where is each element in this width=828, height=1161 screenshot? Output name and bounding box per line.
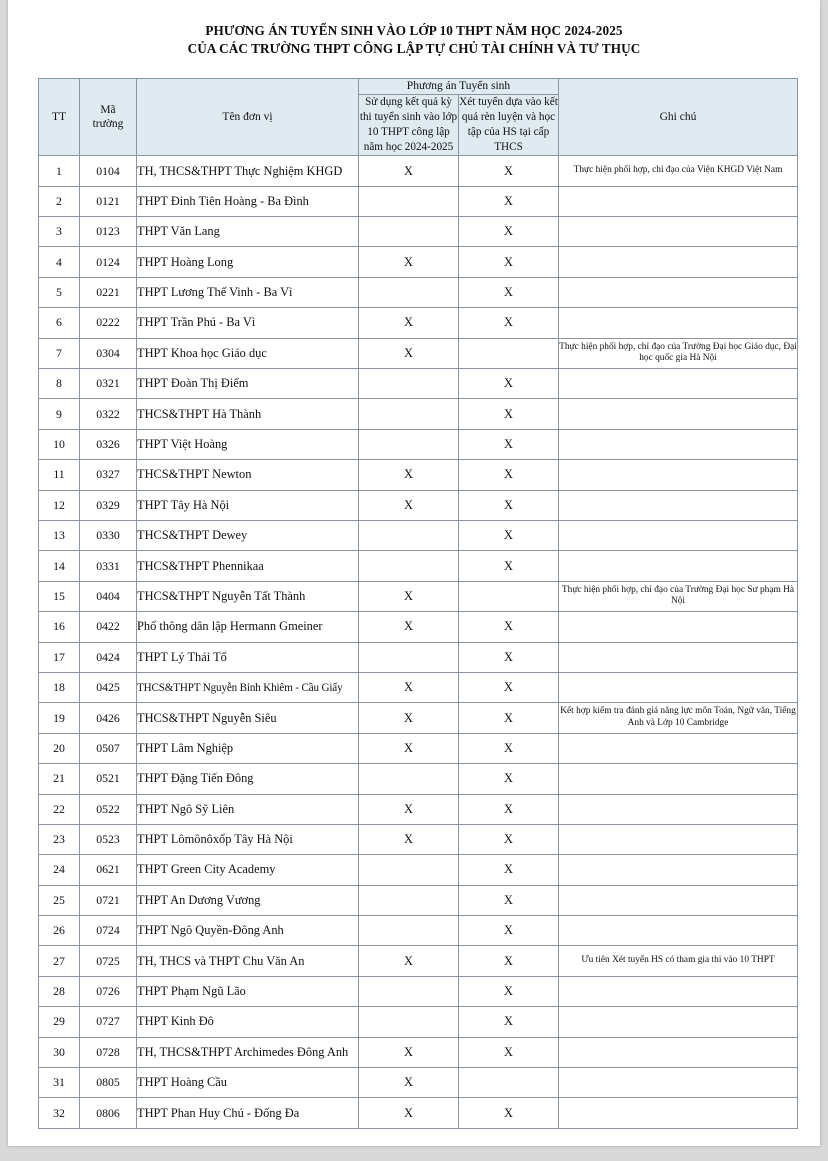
cell-ghi-chu: Ưu tiên Xét tuyển HS có tham gia thi vào 10 THPT <box>559 946 798 976</box>
cell-su-dung-ket-qua-ky-thi: X <box>359 703 459 733</box>
cell-ma-truong: 0104 <box>80 156 137 186</box>
cell-ten-don-vi: THPT Lômônôxốp Tây Hà Nội <box>137 824 359 854</box>
cell-xet-tuyen-hoc-ba: X <box>459 672 559 702</box>
cell-ma-truong: 0523 <box>80 824 137 854</box>
table-row <box>39 824 798 854</box>
document-page <box>8 0 820 1146</box>
cell-stt: 31 <box>39 1068 80 1098</box>
cell-xet-tuyen-hoc-ba: X <box>459 277 559 307</box>
header-ten-don-vi: Tên đơn vị <box>137 79 359 156</box>
cell-ma-truong: 0331 <box>80 551 137 581</box>
cell-stt: 1 <box>39 156 80 186</box>
cell-xet-tuyen-hoc-ba: X <box>459 1007 559 1037</box>
cell-stt: 20 <box>39 733 80 763</box>
cell-ten-don-vi: TH, THCS và THPT Chu Văn An <box>137 946 359 976</box>
cell-ma-truong: 0322 <box>80 399 137 429</box>
cell-ten-don-vi: THCS&THPT Newton <box>137 460 359 490</box>
table-head <box>39 79 798 156</box>
cell-stt: 4 <box>39 247 80 277</box>
cell-su-dung-ket-qua-ky-thi <box>359 429 459 459</box>
table-row <box>39 217 798 247</box>
table-row <box>39 277 798 307</box>
cell-ma-truong: 0724 <box>80 916 137 946</box>
cell-xet-tuyen-hoc-ba <box>459 338 559 368</box>
table-row <box>39 308 798 338</box>
cell-ghi-chu <box>559 247 798 277</box>
cell-ma-truong: 0425 <box>80 672 137 702</box>
cell-su-dung-ket-qua-ky-thi <box>359 916 459 946</box>
cell-su-dung-ket-qua-ky-thi <box>359 764 459 794</box>
cell-ma-truong: 0727 <box>80 1007 137 1037</box>
cell-stt: 27 <box>39 946 80 976</box>
cell-ghi-chu <box>559 217 798 247</box>
cell-ghi-chu: Thực hiện phối hợp, chỉ đạo của Trường Đại học Sư phạm Hà Nội <box>559 581 798 611</box>
cell-ghi-chu <box>559 1007 798 1037</box>
cell-ten-don-vi: THPT Hoàng Cầu <box>137 1068 359 1098</box>
cell-stt: 9 <box>39 399 80 429</box>
title-line-1: PHƯƠNG ÁN TUYỂN SINH VÀO LỚP 10 THPT NĂM HỌC 2024-2025 <box>205 23 623 38</box>
cell-xet-tuyen-hoc-ba: X <box>459 794 559 824</box>
cell-su-dung-ket-qua-ky-thi: X <box>359 946 459 976</box>
cell-xet-tuyen-hoc-ba: X <box>459 429 559 459</box>
table-row <box>39 338 798 368</box>
cell-xet-tuyen-hoc-ba: X <box>459 976 559 1006</box>
cell-ma-truong: 0321 <box>80 369 137 399</box>
cell-xet-tuyen-hoc-ba: X <box>459 824 559 854</box>
cell-xet-tuyen-hoc-ba: X <box>459 1098 559 1128</box>
cell-stt: 11 <box>39 460 80 490</box>
cell-stt: 26 <box>39 916 80 946</box>
cell-xet-tuyen-hoc-ba: X <box>459 764 559 794</box>
cell-ghi-chu <box>559 642 798 672</box>
cell-ghi-chu: Thực hiện phối hợp, chỉ đạo của Viện KHGD Việt Nam <box>559 156 798 186</box>
cell-su-dung-ket-qua-ky-thi <box>359 399 459 429</box>
cell-su-dung-ket-qua-ky-thi: X <box>359 1098 459 1128</box>
table-row <box>39 429 798 459</box>
cell-ghi-chu: Thực hiện phối hợp, chỉ đạo của Trường Đại học Giáo dục, Đại học quốc gia Hà Nội <box>559 338 798 368</box>
table-row <box>39 946 798 976</box>
cell-ma-truong: 0806 <box>80 1098 137 1128</box>
cell-ten-don-vi: THCS&THPT Dewey <box>137 521 359 551</box>
cell-xet-tuyen-hoc-ba: X <box>459 703 559 733</box>
header-ma-truong <box>80 79 137 156</box>
cell-su-dung-ket-qua-ky-thi: X <box>359 733 459 763</box>
cell-su-dung-ket-qua-ky-thi: X <box>359 672 459 702</box>
cell-stt: 32 <box>39 1098 80 1128</box>
table-row <box>39 581 798 611</box>
cell-ten-don-vi: THPT Phan Huy Chú - Đống Đa <box>137 1098 359 1128</box>
cell-xet-tuyen-hoc-ba <box>459 1068 559 1098</box>
cell-ghi-chu <box>559 855 798 885</box>
cell-su-dung-ket-qua-ky-thi <box>359 369 459 399</box>
cell-su-dung-ket-qua-ky-thi: X <box>359 308 459 338</box>
cell-su-dung-ket-qua-ky-thi <box>359 217 459 247</box>
cell-su-dung-ket-qua-ky-thi: X <box>359 1037 459 1067</box>
cell-stt: 19 <box>39 703 80 733</box>
table-row <box>39 855 798 885</box>
header-phuong-an-tuyen-sinh: Phương án Tuyển sinh <box>359 79 559 95</box>
cell-ma-truong: 0426 <box>80 703 137 733</box>
header-row-1 <box>39 79 798 95</box>
cell-ma-truong: 0327 <box>80 460 137 490</box>
cell-stt: 23 <box>39 824 80 854</box>
cell-ten-don-vi: THPT Green City Academy <box>137 855 359 885</box>
cell-stt: 24 <box>39 855 80 885</box>
table-row <box>39 369 798 399</box>
cell-ghi-chu <box>559 490 798 520</box>
cell-xet-tuyen-hoc-ba: X <box>459 217 559 247</box>
cell-ma-truong: 0222 <box>80 308 137 338</box>
table-row <box>39 247 798 277</box>
cell-ten-don-vi: THPT Ngô Sỹ Liên <box>137 794 359 824</box>
cell-stt: 6 <box>39 308 80 338</box>
cell-su-dung-ket-qua-ky-thi: X <box>359 490 459 520</box>
cell-ma-truong: 0424 <box>80 642 137 672</box>
cell-ghi-chu <box>559 672 798 702</box>
cell-ten-don-vi: THPT Lương Thế Vinh - Ba Vì <box>137 277 359 307</box>
cell-ten-don-vi: THPT Đặng Tiến Đông <box>137 764 359 794</box>
cell-ghi-chu <box>559 369 798 399</box>
cell-ghi-chu <box>559 429 798 459</box>
cell-ten-don-vi: THPT Lý Thái Tổ <box>137 642 359 672</box>
cell-xet-tuyen-hoc-ba: X <box>459 642 559 672</box>
table-row <box>39 976 798 1006</box>
cell-ghi-chu <box>559 916 798 946</box>
cell-su-dung-ket-qua-ky-thi <box>359 1007 459 1037</box>
cell-su-dung-ket-qua-ky-thi <box>359 186 459 216</box>
cell-ma-truong: 0124 <box>80 247 137 277</box>
cell-ghi-chu <box>559 612 798 642</box>
cell-su-dung-ket-qua-ky-thi <box>359 521 459 551</box>
cell-ten-don-vi: THCS&THPT Nguyễn Bỉnh Khiêm - Cầu Giấy <box>137 672 359 702</box>
table-row <box>39 916 798 946</box>
cell-stt: 28 <box>39 976 80 1006</box>
cell-stt: 15 <box>39 581 80 611</box>
cell-ghi-chu <box>559 1068 798 1098</box>
cell-ghi-chu <box>559 551 798 581</box>
cell-ten-don-vi: THCS&THPT Nguyễn Tất Thành <box>137 581 359 611</box>
cell-xet-tuyen-hoc-ba: X <box>459 521 559 551</box>
table-row <box>39 1037 798 1067</box>
table-row <box>39 1068 798 1098</box>
cell-ma-truong: 0726 <box>80 976 137 1006</box>
cell-ghi-chu <box>559 399 798 429</box>
cell-ma-truong: 0121 <box>80 186 137 216</box>
cell-stt: 30 <box>39 1037 80 1067</box>
cell-stt: 2 <box>39 186 80 216</box>
cell-xet-tuyen-hoc-ba: X <box>459 885 559 915</box>
cell-ma-truong: 0404 <box>80 581 137 611</box>
cell-ma-truong: 0805 <box>80 1068 137 1098</box>
cell-xet-tuyen-hoc-ba: X <box>459 247 559 277</box>
cell-su-dung-ket-qua-ky-thi: X <box>359 824 459 854</box>
cell-stt: 29 <box>39 1007 80 1037</box>
cell-ma-truong: 0507 <box>80 733 137 763</box>
cell-ten-don-vi: THCS&THPT Hà Thành <box>137 399 359 429</box>
cell-ma-truong: 0725 <box>80 946 137 976</box>
cell-stt: 8 <box>39 369 80 399</box>
cell-su-dung-ket-qua-ky-thi: X <box>359 338 459 368</box>
cell-ten-don-vi: TH, THCS&THPT Thực Nghiệm KHGD <box>137 156 359 186</box>
table-row <box>39 764 798 794</box>
table-row <box>39 186 798 216</box>
cell-ma-truong: 0621 <box>80 855 137 885</box>
table-row <box>39 490 798 520</box>
cell-ma-truong: 0123 <box>80 217 137 247</box>
cell-ghi-chu <box>559 733 798 763</box>
cell-su-dung-ket-qua-ky-thi: X <box>359 794 459 824</box>
cell-xet-tuyen-hoc-ba: X <box>459 399 559 429</box>
table-row <box>39 794 798 824</box>
cell-xet-tuyen-hoc-ba: X <box>459 855 559 885</box>
cell-stt: 14 <box>39 551 80 581</box>
table-row <box>39 399 798 429</box>
cell-ten-don-vi: THPT Hoàng Long <box>137 247 359 277</box>
cell-xet-tuyen-hoc-ba: X <box>459 733 559 763</box>
cell-ma-truong: 0221 <box>80 277 137 307</box>
cell-xet-tuyen-hoc-ba: X <box>459 946 559 976</box>
cell-su-dung-ket-qua-ky-thi: X <box>359 247 459 277</box>
cell-stt: 10 <box>39 429 80 459</box>
cell-ghi-chu <box>559 764 798 794</box>
cell-ghi-chu <box>559 885 798 915</box>
table-row <box>39 1007 798 1037</box>
cell-ma-truong: 0522 <box>80 794 137 824</box>
table-row <box>39 551 798 581</box>
cell-xet-tuyen-hoc-ba: X <box>459 612 559 642</box>
header-tt: TT <box>39 79 80 156</box>
cell-ten-don-vi: TH, THCS&THPT Archimedes Đông Anh <box>137 1037 359 1067</box>
cell-ghi-chu <box>559 277 798 307</box>
cell-su-dung-ket-qua-ky-thi: X <box>359 1068 459 1098</box>
cell-xet-tuyen-hoc-ba: X <box>459 551 559 581</box>
cell-ghi-chu <box>559 824 798 854</box>
cell-stt: 5 <box>39 277 80 307</box>
cell-ten-don-vi: THPT Kinh Đô <box>137 1007 359 1037</box>
cell-ten-don-vi: THPT Tây Hà Nội <box>137 490 359 520</box>
cell-xet-tuyen-hoc-ba: X <box>459 916 559 946</box>
header-xet-tuyen-hoc-ba: Xét tuyển dựa vào kết quả rèn luyện và học tập của HS tại cấp THCS <box>459 94 559 156</box>
table-row <box>39 460 798 490</box>
cell-ten-don-vi: THPT Việt Hoàng <box>137 429 359 459</box>
cell-stt: 25 <box>39 885 80 915</box>
cell-ma-truong: 0422 <box>80 612 137 642</box>
cell-su-dung-ket-qua-ky-thi <box>359 885 459 915</box>
cell-ten-don-vi: THPT Lâm Nghiệp <box>137 733 359 763</box>
cell-ten-don-vi: Phổ thông dân lập Hermann Gmeiner <box>137 612 359 642</box>
cell-ten-don-vi: THPT Trần Phú - Ba Vì <box>137 308 359 338</box>
cell-ghi-chu <box>559 976 798 1006</box>
cell-ten-don-vi: THPT Văn Lang <box>137 217 359 247</box>
cell-ten-don-vi: THPT Đinh Tiên Hoàng - Ba Đình <box>137 186 359 216</box>
table-row <box>39 156 798 186</box>
cell-ma-truong: 0330 <box>80 521 137 551</box>
cell-ghi-chu <box>559 1098 798 1128</box>
header-ghi-chu: Ghi chú <box>559 79 798 156</box>
cell-ten-don-vi: THPT An Dương Vương <box>137 885 359 915</box>
cell-stt: 18 <box>39 672 80 702</box>
cell-stt: 13 <box>39 521 80 551</box>
title-line-2: CỦA CÁC TRƯỜNG THPT CÔNG LẬP TỰ CHỦ TÀI CHÍNH VÀ TƯ THỤC <box>187 41 641 56</box>
cell-ten-don-vi: THPT Phạm Ngũ Lão <box>137 976 359 1006</box>
cell-xet-tuyen-hoc-ba: X <box>459 369 559 399</box>
table-row <box>39 642 798 672</box>
table-body <box>39 156 798 1129</box>
cell-xet-tuyen-hoc-ba: X <box>459 308 559 338</box>
cell-stt: 21 <box>39 764 80 794</box>
table-row <box>39 612 798 642</box>
document-title <box>8 0 820 58</box>
cell-su-dung-ket-qua-ky-thi <box>359 551 459 581</box>
cell-su-dung-ket-qua-ky-thi <box>359 855 459 885</box>
admission-plan-table <box>38 78 798 1129</box>
cell-su-dung-ket-qua-ky-thi <box>359 642 459 672</box>
cell-ten-don-vi: THPT Đoàn Thị Điểm <box>137 369 359 399</box>
cell-ten-don-vi: THCS&THPT Nguyễn Siêu <box>137 703 359 733</box>
cell-ten-don-vi: THPT Khoa học Giáo dục <box>137 338 359 368</box>
header-su-dung-ket-qua-ky-thi: Sử dụng kết quả kỳ thi tuyển sinh vào lớp 10 THPT công lập năm học 2024-2025 <box>359 94 459 156</box>
cell-xet-tuyen-hoc-ba: X <box>459 156 559 186</box>
table-row <box>39 733 798 763</box>
cell-xet-tuyen-hoc-ba: X <box>459 186 559 216</box>
cell-su-dung-ket-qua-ky-thi: X <box>359 612 459 642</box>
cell-ten-don-vi: THCS&THPT Phennikaa <box>137 551 359 581</box>
table-row <box>39 703 798 733</box>
cell-stt: 17 <box>39 642 80 672</box>
table-row <box>39 885 798 915</box>
cell-stt: 7 <box>39 338 80 368</box>
cell-ghi-chu <box>559 1037 798 1067</box>
cell-xet-tuyen-hoc-ba <box>459 581 559 611</box>
header-ma-truong-line2: trường <box>92 118 124 131</box>
cell-su-dung-ket-qua-ky-thi: X <box>359 156 459 186</box>
cell-xet-tuyen-hoc-ba: X <box>459 490 559 520</box>
cell-ghi-chu <box>559 460 798 490</box>
cell-ma-truong: 0728 <box>80 1037 137 1067</box>
cell-ghi-chu <box>559 186 798 216</box>
cell-ma-truong: 0326 <box>80 429 137 459</box>
cell-su-dung-ket-qua-ky-thi <box>359 976 459 1006</box>
cell-ma-truong: 0304 <box>80 338 137 368</box>
cell-stt: 16 <box>39 612 80 642</box>
cell-ten-don-vi: THPT Ngô Quyền-Đông Anh <box>137 916 359 946</box>
cell-ghi-chu <box>559 794 798 824</box>
cell-su-dung-ket-qua-ky-thi: X <box>359 581 459 611</box>
cell-xet-tuyen-hoc-ba: X <box>459 1037 559 1067</box>
cell-ghi-chu <box>559 521 798 551</box>
cell-stt: 3 <box>39 217 80 247</box>
table-row <box>39 672 798 702</box>
cell-su-dung-ket-qua-ky-thi: X <box>359 460 459 490</box>
cell-stt: 22 <box>39 794 80 824</box>
cell-su-dung-ket-qua-ky-thi <box>359 277 459 307</box>
cell-ma-truong: 0721 <box>80 885 137 915</box>
cell-ma-truong: 0329 <box>80 490 137 520</box>
table-row <box>39 521 798 551</box>
cell-xet-tuyen-hoc-ba: X <box>459 460 559 490</box>
cell-ghi-chu: Kết hợp kiểm tra đánh giá năng lực môn Toán, Ngữ văn, Tiếng Anh và Lớp 10 Cambridge <box>559 703 798 733</box>
cell-stt: 12 <box>39 490 80 520</box>
header-ma-truong-line1: Mã <box>100 103 116 116</box>
cell-ma-truong: 0521 <box>80 764 137 794</box>
cell-ghi-chu <box>559 308 798 338</box>
table-row <box>39 1098 798 1128</box>
